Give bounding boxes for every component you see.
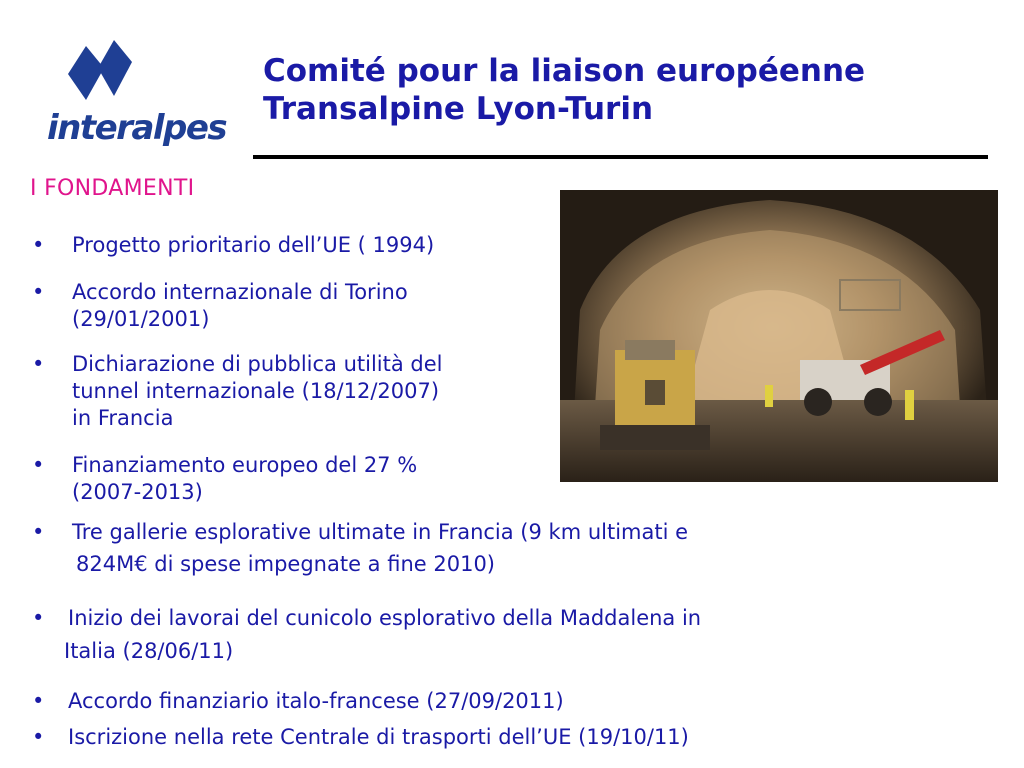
bullet-dot: • [32, 689, 45, 713]
title-line-2: Transalpine Lyon-Turin [263, 91, 654, 127]
bullet-dot: • [32, 520, 45, 544]
bullet-dot: • [32, 606, 45, 630]
bullet-line: tunnel internazionale (18/12/2007) [72, 379, 440, 403]
bullet-line: Accordo finanziario italo-francese (27/09/2011) [68, 689, 564, 713]
bullet-line: Dichiarazione di pubblica utilità del [72, 352, 443, 376]
bullet-dot: • [32, 280, 45, 304]
bullet-line: Progetto prioritario dell’UE ( 1994) [72, 233, 435, 257]
bullet-line: Finanziamento europeo del 27 % [72, 453, 418, 477]
logo-wordmark: interalpes [47, 108, 227, 148]
title-divider [253, 155, 988, 159]
bullet-line: Tre gallerie esplorative ultimate in Francia (9 km ultimati e [72, 520, 689, 544]
bullet-line: (29/01/2001) [72, 307, 210, 331]
tunnel-construction-photo [560, 190, 998, 482]
bullet-line: Italia (28/06/11) [64, 639, 234, 663]
bullet-dot: • [32, 453, 45, 477]
title-line-1: Comité pour la liaison européenne [263, 53, 866, 89]
bullet-line: Accordo internazionale di Torino [72, 280, 408, 304]
logo-mark-icon [40, 38, 180, 118]
bullet-line: (2007-2013) [72, 480, 203, 504]
bullet-dot: • [32, 725, 45, 749]
bullet-dot: • [32, 352, 45, 376]
bullet-line: in Francia [72, 406, 174, 430]
bullet-line: Inizio dei lavorai del cunicolo esplorativo della Maddalena in [68, 606, 702, 630]
bullet-line: Iscrizione nella rete Centrale di trasporti dell’UE (19/10/11) [68, 725, 689, 749]
section-heading: I FONDAMENTI [30, 176, 195, 201]
interalpes-logo [40, 38, 240, 153]
bullet-dot: • [32, 233, 45, 257]
bullet-line: 824M€ di spese impegnate a fine 2010) [76, 552, 495, 576]
page-title [263, 52, 1003, 128]
